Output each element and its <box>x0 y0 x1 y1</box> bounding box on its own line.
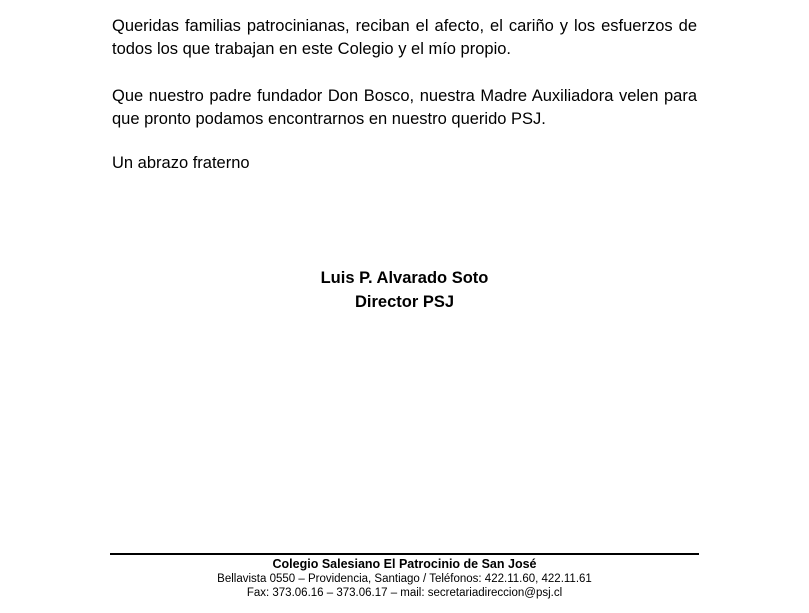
signature-name: Luis P. Alvarado Soto <box>320 269 489 287</box>
footer-organization: Colegio Salesiano El Patrocinio de San José <box>272 557 537 571</box>
signature-title: Director PSJ <box>354 293 455 311</box>
paragraph-greeting: Queridas familias patrocinianas, reciban el afecto, el cariño y los esfuerzos de todos los que trabajan en este Colegio y el mío propio. <box>112 17 697 58</box>
signature-block <box>112 266 697 314</box>
footer-address: Bellavista 0550 – Providencia, Santiago / Teléfonos: 422.11.60, 422.11.61 <box>217 573 592 585</box>
footer <box>0 557 809 600</box>
footer-divider <box>110 553 699 555</box>
paragraph-blessing: Que nuestro padre fundador Don Bosco, nuestra Madre Auxiliadora velen para que pronto podamos encontrarnos en nuestro querido PSJ. <box>112 87 697 128</box>
paragraph-closing: Un abrazo fraterno <box>112 154 250 172</box>
footer-contact: Fax: 373.06.16 – 373.06.17 – mail: secretariadireccion@psj.cl <box>246 587 563 599</box>
